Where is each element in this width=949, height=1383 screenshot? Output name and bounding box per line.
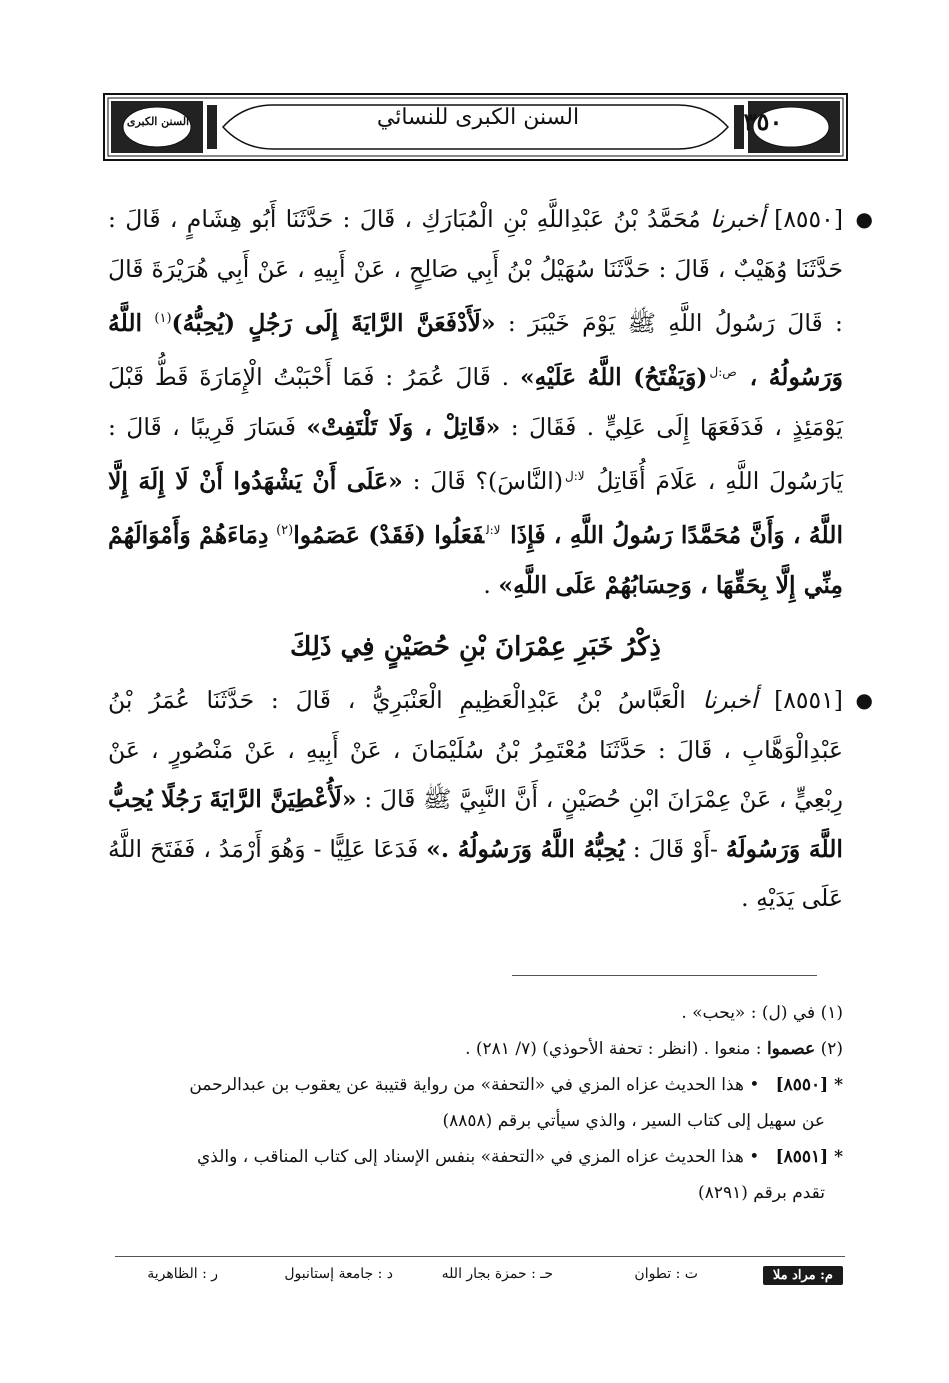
manuscript-sources	[108, 1266, 843, 1292]
note-text: عن سهيل إلى كتاب السير ، والذي سيأتي برقم (٨٨٥٨)	[442, 1111, 825, 1131]
akhbarana: أخبرنا	[710, 205, 765, 233]
note-text: • هذا الحديث عزاه المزي في «التحفة» بنفس الإسناد إلى كتاب المناقب ، والذي	[196, 1147, 760, 1167]
note-text: • هذا الحديث عزاه المزي في «التحفة» من رواية قتيبة عن يعقوب بن عبدالرحمن	[189, 1075, 760, 1095]
main-text	[108, 195, 873, 924]
matn-text: (وَيَفْتَحُ) اللَّهُ عَلَيْهِ»	[519, 363, 708, 392]
manuscript-mark: ص:ل	[709, 365, 737, 380]
text-line: (النَّاسَ)؟ قَالَ :	[412, 466, 563, 495]
footnote-2	[108, 1031, 843, 1067]
footnote-ref-2: (٢)	[276, 523, 294, 539]
hadith-8550	[108, 195, 873, 610]
hadith-number: [٨٥٥١]	[774, 686, 843, 715]
note-number: * [٨٥٥٠]	[775, 1075, 843, 1095]
full-stop: .	[483, 570, 491, 599]
akhbarana: أخبرنا	[702, 686, 758, 715]
text-line: فَدَعَا عَلِيًّا - وَهُوَ أَرْمَدُ ، فَفَتَحَ اللَّهُ عَلَى يَدَيْهِ .	[108, 834, 843, 913]
matn-text: «لَأَدْفَعَنَّ الرَّايَةَ إِلَى رَجُلٍ (يُحِبُّهُ)	[171, 308, 496, 337]
text-line: قَالَ :	[632, 834, 685, 863]
note-text: تقدم برقم (٨٢٩١)	[698, 1183, 825, 1203]
isnad-line: قَالَ : حَدَّثَنَا مُعْتَمِرُ بْنُ سُلَيْمَانَ ، عَنْ أَبِيهِ ، عَنْ مَنْصُورٍ ، عَنْ رِبْعِيٍّ ، عَنْ عِمْرَانَ	[108, 735, 843, 814]
bottom-divider	[115, 1256, 845, 1257]
footnotes	[108, 995, 843, 1211]
manuscript-mark: لا:ل	[564, 469, 585, 484]
source-badge: م: مراد ملا	[763, 1266, 843, 1285]
text-line: فَسَارَ قَرِيبًا ، قَالَ : يَارَسُولَ اللَّهِ ، عَلَامَ أُقَاتِلُ	[108, 412, 843, 495]
text-line: قَالَ رَسُولُ اللَّهِ ﷺ يَوْمَ خَيْبَرَ :	[507, 308, 823, 337]
source-t: ت : تطوان	[634, 1266, 698, 1282]
note-number: * [٨٥٥١]	[775, 1147, 843, 1167]
footnote-2-term: عصموا	[766, 1039, 816, 1059]
book-emblem: السنن الكبرى	[126, 115, 190, 128]
matn-text: «عَلَى أَنْ يَشْهَدُوا أَنْ لَا إِلَهَ إِلَّا اللَّهُ ، وَأَنَّ مُحَمَّدًا رَسُولُ اللَّهِ ، فَإِذَا	[108, 466, 843, 550]
manuscript-mark: لا:ل	[485, 523, 501, 538]
footnote-2-text: : منعوا . (انظر : تحفة الأحوذي) (٧/ ٢٨١) .	[465, 1039, 762, 1059]
source-h: حـ : حمزة بجار الله	[441, 1266, 553, 1282]
page-header	[103, 93, 848, 161]
bullet-icon: ●	[855, 207, 873, 231]
footnote-1: (١) في (ل) : «يحب» .	[681, 1003, 843, 1023]
page-number: ٣٥٠	[743, 107, 783, 136]
source-r: ر : الظاهرية	[147, 1266, 218, 1282]
matn-text: دِمَاءَهُمْ وَأَمْوَالَهُمْ مِنِّي إِلَّا بِحَقِّهَا ، وَحِسَابُهُمْ عَلَى اللَّهِ»	[108, 521, 843, 599]
text-line: ابْنِ حُصَيْنٍ ، أَنَّ النَّبِيَّ ﷺ قَالَ :	[364, 785, 660, 814]
matn-text: «قَاتِلْ ، وَلَا تَلْتَفِتْ»	[306, 412, 501, 441]
running-title: السنن الكبرى للنسائي	[376, 105, 580, 130]
takhrij-note-8551	[108, 1139, 843, 1211]
bullet-icon: ●	[855, 688, 873, 713]
takhrij-note-8550	[108, 1067, 843, 1139]
footnote-2-number: (٢)	[820, 1039, 843, 1059]
isnad-line: الْعَبَّاسُ بْنُ عَبْدِالْعَظِيمِ الْعَنْبَرِيُّ ، قَالَ : حَدَّثَنَا عُمَرُ بْنُ عَبْدِالْوَهَّابِ ،	[108, 686, 843, 764]
text-line: -أَوْ	[692, 834, 718, 863]
matn-text: فَعَلُوا (فَقَدْ) عَصَمُوا	[293, 521, 484, 550]
hadith-8551	[108, 676, 873, 924]
footnote-divider	[512, 975, 817, 976]
section-title: ذِكْرُ خَبَرِ عِمْرَانَ بْنِ حُصَيْنٍ فِي ذَلِكَ	[290, 632, 661, 663]
matn-text: يُحِبُّهُ اللَّهُ وَرَسُولُهُ .»	[426, 834, 625, 863]
text-line: عَلِيٍّ . فَقَالَ :	[510, 412, 646, 441]
matn-text: اللَّهُ وَرَسُولُهُ ،	[108, 308, 843, 392]
source-d: د : جامعة إستانبول	[284, 1266, 393, 1282]
footnote-ref-1: (١)	[154, 311, 172, 326]
text-line: . قَالَ عُمَرُ : فَمَا أَحْبَبْتُ الْإِمَارَةَ قَطُّ قَبْلَ يَوْمَئِذٍ ، فَدَفَعَهَا إِلَى	[108, 363, 843, 441]
isnad-line: مُحَمَّدُ بْنُ عَبْدِاللَّهِ بْنِ الْمُبَارَكِ ، قَالَ : حَدَّثَنَا أَبُو هِشَامٍ ، قَالَ :	[108, 205, 701, 233]
matn-text: «لَأُعْطِيَنَّ الرَّايَةَ رَجُلًا يُحِبُّ اللَّهَ وَرَسُولَهُ	[108, 785, 843, 863]
hadith-number: [٨٥٥٠]	[774, 205, 843, 233]
isnad-line: حَدَّثَنَا وُهَيْبٌ ، قَالَ : حَدَّثَنَا سُهَيْلُ بْنُ أَبِي صَالِحٍ ، عَنْ أَبِيهِ ، عَنْ أَبِي هُرَيْرَةَ قَالَ :	[108, 254, 843, 337]
